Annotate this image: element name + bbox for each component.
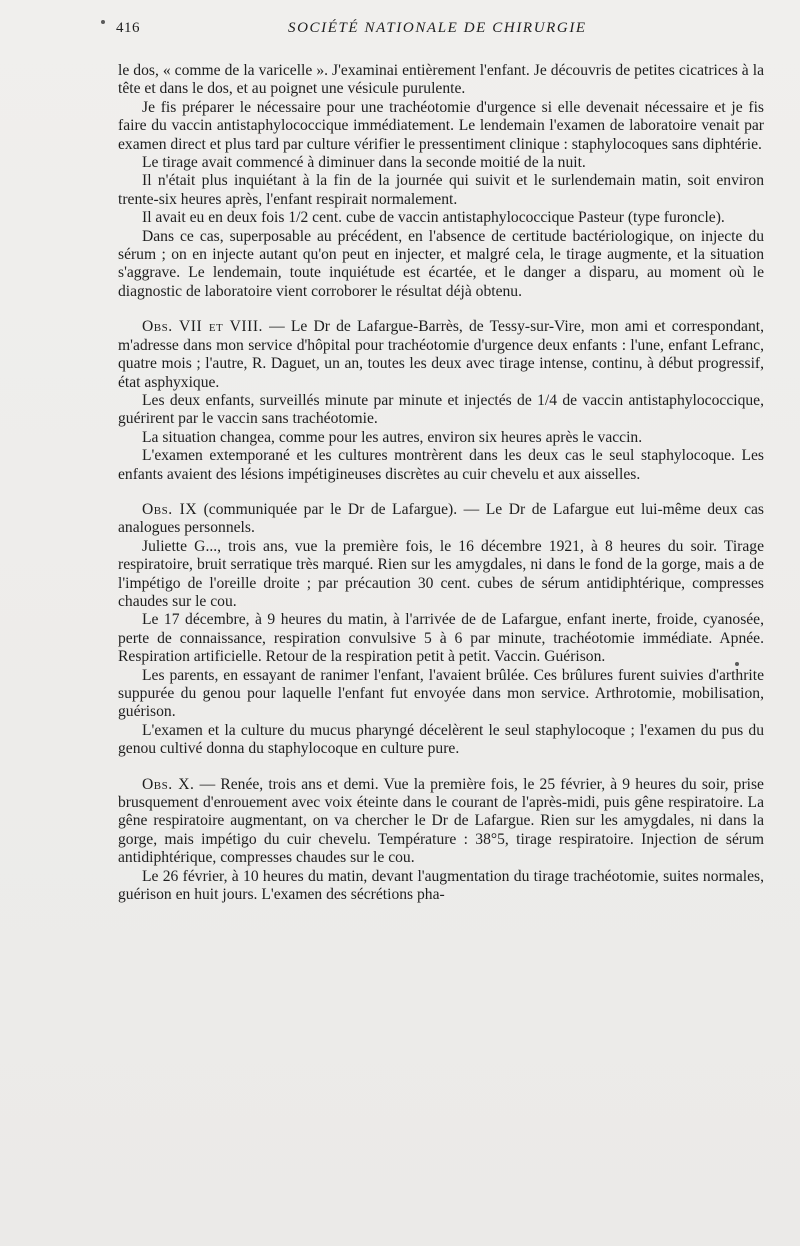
paragraph [118,447,764,484]
paragraph-text: — Renée, trois ans et demi. Vue la première fois, le 25 février, à 9 heures du soir, prise brusquement d'enrouement avec voix éteinte dans le courant de l'après-midi, puis gêne respiratoire. La gêne respiratoire augmentant, on va chercher le Dr de Lafargue. Rien sur les amygdales, ni dans la gorge, mais impétigo du cuir chevelu. Température : 38°5, tirage respiratoire. Injection de sérum antidiphtérique, compresses chaudes sur le cou. [118,775,764,867]
paragraph-text: Il n'était plus inquiétant à la fin de la journée qui suivit et le surlendemain matin, soit environ trente-six heures après, l'enfant respirait normalement. [118,172,764,208]
paragraph-text: La situation changea, comme pour les autres, environ six heures après le vaccin. [142,428,643,446]
paragraph [118,667,764,722]
paragraph-text: L'examen extemporané et les cultures montrèrent dans les deux cas le seul staphylocoque. Les enfants avaient des lésions impétigineuses discrètes au cuir chevelu et aux aisselles. [118,447,764,483]
paragraph [118,722,764,759]
paragraph-text: Le tirage avait commencé à diminuer dans la seconde moitié de la nuit. [142,154,586,172]
paragraph-text: Le 26 février, à 10 heures du matin, devant l'augmentation du tirage trachéotomie, suites normales, guérison en huit jours. L'examen des sécrétions pha- [118,867,764,904]
paragraph-text: Les parents, en essayant de ranimer l'enfant, l'avaient brûlée. Ces brûlures furent suivies d'arthrite suppurée du genou pour laquelle l'enfant fut envoyée dans mon service. Arthrotomie, mobilisation, guérison. [118,666,764,721]
paragraph-text: le dos, « comme de la varicelle ». J'examinai entièrement l'enfant. Je découvris de petites cicatrices à la tête et dans le dos, et au poignet une vésicule purulente. [118,62,764,98]
observation-paragraph [118,501,764,538]
paragraph [118,62,764,99]
observation-label: Obs. VII et VIII. [142,318,263,336]
paragraph-text: (communiquée par le Dr de Lafargue). — Le Dr de Lafargue eut lui-même deux cas analogues personnels. [118,500,765,537]
paragraph [118,429,764,447]
paragraph [118,538,764,612]
print-mark [101,20,105,24]
paragraph-text: — Le Dr de Lafargue-Barrès, de Tessy-sur-Vire, mon ami et correspondant, m'adresse dans mon service d'hôpital pour trachéotomie d'urgence deux enfants : l'une, enfant Lefranc, quatre mois ; l'autre, R. Daguet, un an, toutes les deux avec tirage intense, continu, à début progressif, état asphyxique. [118,318,764,391]
paragraph [118,228,764,302]
page-header [116,20,766,42]
paragraph-text: L'examen et la culture du mucus pharyngé décelèrent le seul staphylocoque ; l'examen du pus du genou cultivé donna du staphylocoque en culture pure. [118,721,764,758]
observation-label: Obs. X. [142,775,195,793]
paragraph-text: Je fis préparer le nécessaire pour une trachéotomie d'urgence si elle devenait nécessaire et je fis faire du vaccin antistaphylococcique immédiatement. Le lendemain l'examen de laboratoire venait par examen direct et plus tard par culture vérifier le pressentiment clinique : staphylocoques sans diphtérie. [118,98,764,153]
paragraph [118,868,764,905]
paragraph [118,172,764,209]
paragraph [118,154,764,172]
paragraph-text: Le 17 décembre, à 9 heures du matin, à l'arrivée de de Lafargue, enfant inerte, froide, cyanosée, perte de connaissance, respiration convulsive 5 à 6 par minute, trachéotomie immédiate. Apnée. Respiration artificielle. Retour de la respiration petit à petit. Vaccin. Guérison. [118,611,764,666]
paragraph-text: Les deux enfants, surveillés minute par minute et injectés de 1/4 de vaccin antistaphylococcique, guérirent par le vaccin sans trachéotomie. [118,391,764,428]
observation-paragraph [118,776,764,868]
running-head: SOCIÉTÉ NATIONALE DE CHIRURGIE [288,20,587,36]
observation-paragraph [118,318,764,392]
paragraph [118,99,764,154]
paragraph-text: Dans ce cas, superposable au précédent, en l'absence de certitude bactériologique, on injecte du sérum ; on en injecte autant qu'on peut en injecter, et malgré cela, le tirage augmente, et la situation s'aggrave. Le lendemain, toute inquiétude est écartée, et le danger a disparu, au moment où le diagnostic de laboratoire vient corroborer le résultat déjà obtenu. [118,227,764,300]
paragraph-text: Juliette G..., trois ans, vue la première fois, le 16 décembre 1921, à 8 heures du soir. Tirage respiratoire, bruit serratique très marqué. Rien sur les amygdales, ni dans le fond de la gorge, mais a de l'impétigo de l'oreille droite ; par précaution 30 cent. cubes de sérum antidiphtérique, compresses chaudes sur le cou. [118,537,764,610]
paragraph [118,209,764,227]
paragraph [118,392,764,429]
paragraph [118,611,764,666]
paragraph-text: Il avait eu en deux fois 1/2 cent. cube de vaccin antistaphylococcique Pasteur (type furoncle). [142,209,725,227]
page-number: 416 [116,20,140,36]
body-text [118,62,764,904]
observation-label: Obs. IX [142,500,198,518]
